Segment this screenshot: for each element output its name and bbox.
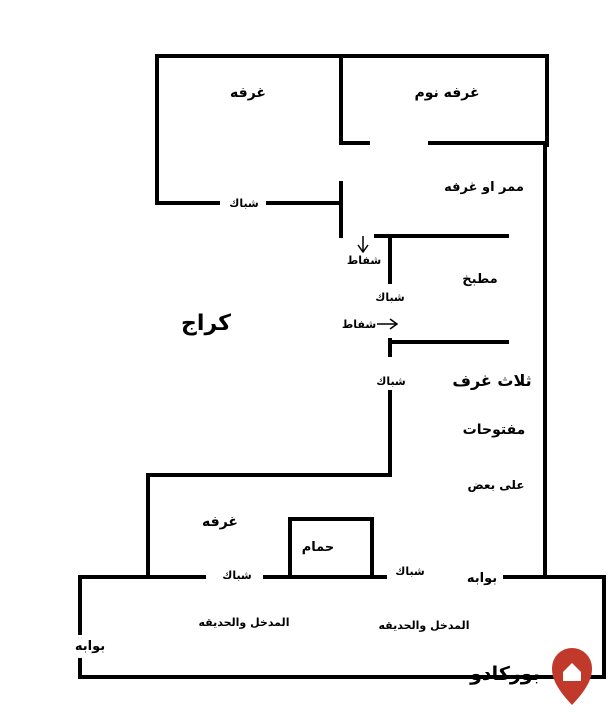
room-top-left-label: غرفه — [230, 85, 266, 101]
location-pin-logo-icon — [552, 648, 592, 705]
window-bottom-right-label: شباك — [395, 565, 425, 578]
three-rooms-label: ثلاث غرف — [452, 371, 532, 390]
entrance-left-label: المدخل والحديقه — [198, 616, 290, 629]
walls — [80, 56, 604, 677]
window-lower-label: شباك — [376, 375, 406, 388]
arrow-down-icon — [358, 236, 368, 252]
window-bottom-left-label: شباك — [222, 569, 252, 582]
window-top-label: شباك — [229, 197, 259, 210]
gate-right-label: بوابه — [466, 571, 498, 586]
corridor-label: ممر او غرفه — [444, 180, 524, 195]
arrow-right-icon — [377, 319, 397, 329]
shaft-upper-label: شفاط — [346, 254, 382, 267]
entrance-right-label: المدخل والحديقه — [378, 619, 470, 632]
to-each-other-label: على بعض — [467, 478, 525, 492]
gate-left-label: بوابه — [74, 639, 106, 654]
window-middle-label: شباك — [375, 291, 405, 304]
bathroom-label: حمام — [301, 540, 335, 555]
room-bottom-label: غرفه — [202, 514, 238, 530]
bedroom-label: غرفه نوم — [414, 85, 480, 101]
open-label: مفتوحات — [462, 422, 526, 438]
shaft-lower-label: شفاط — [341, 318, 377, 331]
garage-label: كراج — [181, 311, 231, 336]
kitchen-label: مطبخ — [462, 272, 498, 287]
watermark-text: بوركادو — [470, 663, 540, 685]
